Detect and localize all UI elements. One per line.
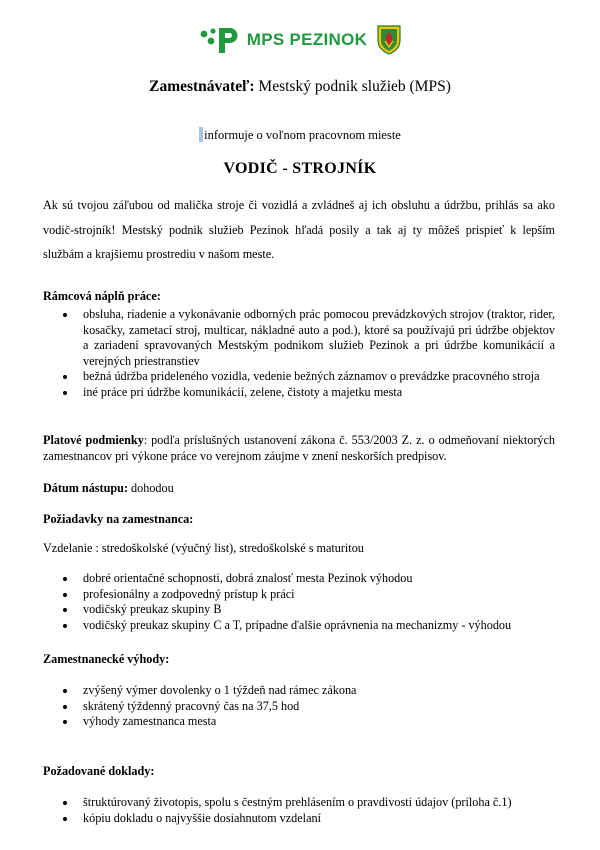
benefits-list [43,683,555,730]
list-item: kópiu dokladu o najvyššie dosiahnutom vzdelaní [43,811,555,827]
list-item: iné práce pri údržbe komunikácií, zelene, čistoty a majetku mesta [43,385,555,401]
job-scope-heading: Rámcová náplň práce: [43,289,161,303]
mps-logo-icon [199,25,241,55]
list-item: profesionálny a zodpovedný prístup k práci [43,587,555,603]
list-item: bežná údržba prideleného vozidla, vedenie bežných záznamov o prevádzke pracovného stroja [43,369,555,385]
job-scope-section [43,288,555,400]
benefits-list-section [43,683,555,730]
intro-paragraph: Ak sú tvojou záľubou od malička stroje či vozidlá a zvládneš aj ich obsluhu a údržbu, prihlás sa ako vodič-strojník! Mestský podnik služieb Pezinok hľadá posily a tak aj ty môžeš prispieť k lepším službám a krajšiemu prostrediu v našom meste. [43,198,555,261]
coat-of-arms-icon [377,25,401,55]
list-item: štruktúrovaný životopis, spolu s čestným prehlásením o pravdivosti údajov (príloha č.1) [43,795,555,811]
list-item: výhody zamestnanca mesta [43,714,555,730]
employer-label: Zamestnávateľ: [149,78,255,95]
text-cursor-marker [199,127,203,142]
list-item: vodičský preukaz skupiny C a T, prípadne ďalšie oprávnenia na mechanizmy - výhodou [43,618,555,634]
logo-text: MPS PEZINOK [246,30,368,49]
job-scope-list [43,307,555,400]
list-item: skrátený týždenný pracovný čas na 37,5 hod [43,699,555,715]
start-date-label: Dátum nástupu: [43,481,128,495]
documents-list [43,795,555,826]
salary-label: Platové podmienky [43,433,144,447]
salary-text: : podľa príslušných ustanovení zákona č. 553/2003 Z. z. o odmeňovaní niektorých zamestnancov pri výkone práce vo verejnom záujme v znení neskorších predpisov. [43,433,555,463]
benefits-heading: Zamestnanecké výhody: [43,652,170,666]
list-item: vodičský preukaz skupiny B [43,602,555,618]
list-item: zvýšený výmer dovolenky o 1 týždeň nad rámec zákona [43,683,555,699]
start-date-value: dohodou [128,481,174,495]
salary-section [43,433,555,464]
employer-line [0,78,600,96]
job-title: VODIČ - STROJNÍK [223,160,377,177]
education-line: Vzdelanie : stredoškolské (výučný list), stredoškolské s maturitou [43,541,364,555]
list-item: dobré orientačné schopnosti, dobrá znalosť mesta Pezinok výhodou [43,571,555,587]
list-item: obsluha, riadenie a vykonávanie odborných prác pomocou prevádzkových strojov (traktor, rider, kosačky, zametací stroj, multicar, nákladné auto a pod.), ktoré sa používajú pri údržbe objektov a zariadení spravovaných Mestským podnikom služieb Pezinok a pri údržbe komunikácií a verejných priestranstiev [43,307,555,369]
informs-line [0,127,600,143]
informs-text: informuje o voľnom pracovnom mieste [204,128,401,142]
requirements-heading: Požiadavky na zamestnanca: [43,512,194,526]
requirements-list [43,571,555,633]
start-date-section [43,480,555,496]
employer-value: Mestský podnik služieb (MPS) [258,78,451,95]
documents-list-section [43,795,555,826]
requirements-list-section [43,571,555,633]
header [0,22,600,58]
documents-heading: Požadované doklady: [43,764,155,778]
